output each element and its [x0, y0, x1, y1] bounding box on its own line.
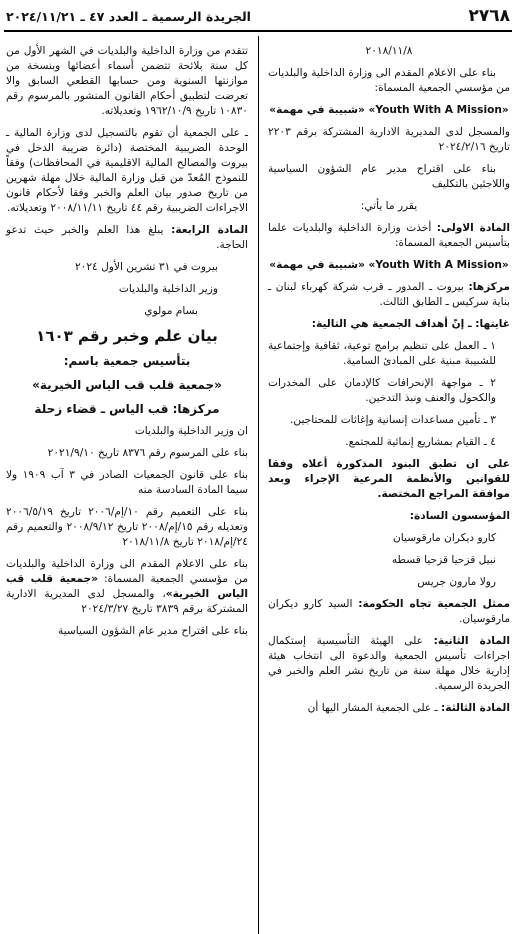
page-header: [6, 4, 510, 30]
basis-law: بناء على قانون الجمعيات الصادر في ٣ آب ١٩٠٩ ولا سيما المادة السادسة منه: [6, 469, 249, 496]
article-4-text: يبلغ هذا العلم والخبر حيث تدعو الحاجة.: [6, 224, 248, 251]
article-4-label: المادة الرابعة:: [171, 224, 248, 236]
goal-3: ٣ ـ تأمين مساعدات إنسانية وإغاثات للمحتاجين.: [290, 414, 496, 426]
representative-text: السيد كارو ديكران مارقوسيان.: [268, 598, 510, 625]
goal-1: ١ ـ العمل على تنظيم برامج توعية، ثقافية وإجتماعية للشبيبة مبنية على المبادئ السامية.: [268, 340, 496, 367]
column-separator: [258, 36, 259, 934]
notice-association-name: «جمعية قلب قب الياس الخيرية»: [32, 378, 222, 392]
basis-circular: بناء على التعميم رقم ١٠/إم/٢٠٠٦ تاريخ ٢٠٠٦/٥/١٩ وتعديله رقم ١٥/إم/٢٠٠٨ تاريخ ٢٠٠٨/٩/١٢ والتعميم رقم ٢٤/إم/٢٠١٨ تاريخ ٢٠١٨/١١/٨: [6, 506, 248, 548]
founders-heading: المؤسسون السادة:: [409, 510, 510, 522]
founder-1: كارو ديكران مارقوسيان: [393, 532, 496, 544]
tax-registration-paragraph: ـ على الجمعية أن تقوم بالتسجيل لدى وزارة المالية ـ الوحدة الضريبية المختصة (دائرة ضريبة الدخل في بيروت والمصالح المالية الاقليمية في المحافظات) وفقاً للنموذج المُعدّ من قبل وزارة المالية خلال مهلة شهرين من تاريخ صدور بيان العلم والخبر وفقا لأحكام قانون الاجراءات الضريبية رقم ٤٤ تاريخ ٢٠٠٨/١١/١١ وتعديلاته.: [6, 127, 248, 214]
association-name: «شبيبة في مهمة» «Youth With A Mission»: [269, 104, 509, 116]
association-name-2: «شبيبة في مهمة» «Youth With A Mission»: [269, 259, 509, 271]
basis-proposal: بناء على اقتراح مدير عام الشؤون السياسية: [58, 625, 248, 637]
paragraph-basis: بناء على الاعلام المقدم الى وزارة الداخلية والبلديات من مؤسسي الجمعية المسماة:: [268, 67, 510, 94]
basis-declaration: [6, 557, 248, 617]
notice-title: بيان علم وخبر رقم ١٦٠٣: [36, 327, 218, 345]
minister-intro: ان وزير الداخلية والبلديات: [134, 425, 248, 437]
article-3: [268, 701, 510, 716]
header-rule: [4, 30, 512, 32]
goal-2: ٢ ـ مواجهة الإنحرافات كالإدمان على المخدرات والكحول والعنف ونبذ التدخين.: [268, 377, 496, 404]
basis-declaration-name: «جمعية قلب قب الياس الخيرية»: [6, 573, 248, 600]
minister-name: بسام مولوي: [144, 305, 198, 317]
basis-declaration-text: بناء على الاعلام المقدم الى وزارة الداخلية والبلديات من مؤسسي الجمعية المسماة:: [6, 558, 248, 585]
article-1-label: المادة الاولى:: [436, 222, 511, 234]
left-column: [6, 44, 248, 646]
paragraph-proposal: بناء على اقتراح مدير عام الشؤون السياسية واللاجئين بالتكليف: [268, 163, 510, 190]
decides-line: يقرر ما يأتي:: [360, 200, 418, 212]
gazette-title: الجريدة الرسمية ـ العدد ٤٧ ـ ٢٠٢٤/١١/٢١: [6, 9, 251, 24]
basis-declaration-registration: ، والمسجل لدى المديرية الادارية المشتركة برقم ٣٨٣٩ تاريخ ٢٠٢٤/٣/٢٧: [6, 588, 248, 615]
notice-headquarters: مركزها: قب الياس ـ قضاء زحلة: [34, 402, 220, 416]
page-number: ٢٧٦٨: [468, 6, 510, 26]
founder-3: رولا مارون جريس: [417, 576, 496, 588]
article-1-text: أخذت وزارة الداخلية والبلديات علما بتأسيس الجمعية المسماة:: [268, 222, 510, 249]
condition-paragraph: على ان تطبق البنود المذكورة أعلاه وفقا للقوانين والأنظمة المرعية الإجراء وبعد موافقة المراجع المختصة.: [268, 458, 510, 500]
article-2: [268, 634, 510, 694]
right-column: [268, 44, 510, 723]
article-2-label: المادة الثانية:: [433, 635, 510, 647]
founder-2: نبيل قزحيا قزحيا قسطه: [391, 554, 496, 566]
article-4: [6, 223, 248, 253]
goal-4: ٤ ـ القيام بمشاريع إنمائية للمجتمع.: [345, 436, 496, 448]
basis-decree: بناء على المرسوم رقم ٨٣٧٦ تاريخ ٢٠٢١/٩/١٠: [47, 447, 248, 459]
article-3-continued: تتقدم من وزارة الداخلية والبلديات في الشهر الأول من كل سنة بلائحة تتضمن أسماء أعضائها وبنسخة من موازنتها السنوية ومن حسابها القطعي السابق والا تعرضت لتطبيق أحكام القانون المنشور بالمرسوم رقم ١٠٨٣٠ تاريخ ١٩٦٢/١٠/٩ وتعديلاته.: [6, 45, 248, 117]
minister-title: وزير الداخلية والبلديات: [118, 283, 218, 295]
place-date: بيروت في ٣١ تشرين الأول ٢٠٢٤: [74, 261, 218, 273]
headquarters-label: مركزها:: [468, 281, 510, 293]
representative: [268, 597, 510, 627]
paragraph-registration: والمسجل لدى المديرية الادارية المشتركة برقم ٢٢٠٣ تاريخ ٢٠٢٤/٢/١٦: [268, 126, 510, 153]
article-3-text: ـ على الجمعية المشار اليها أن: [307, 702, 438, 714]
headquarters-text: بيروت ـ المدور ـ قرب شركة كهرباء لبنان ـ بناية سركيس ـ الطابق الثالث.: [268, 281, 510, 308]
article-2-text: على الهيئة التأسيسية إستكمال اجراءات تأسيس الجمعية والدعوة الى انتخاب هيئة إدارية خلال مهلة سنة من تاريخ نشر العلم والخبر في الجريدة الرسمية.: [268, 635, 510, 692]
date-line: ٢٠١٨/١١/٨: [365, 45, 413, 57]
headquarters: [268, 280, 510, 310]
goals-heading: غايتها: ـ إنّ أهداف الجمعية هي التالية:: [311, 318, 510, 330]
article-1: [268, 221, 510, 251]
article-3-label: المادة الثالثة:: [441, 702, 510, 714]
notice-subtitle: بتأسيس جمعية باسم:: [63, 354, 191, 368]
representative-label: ممثل الجمعية تجاه الحكومة:: [358, 598, 511, 610]
